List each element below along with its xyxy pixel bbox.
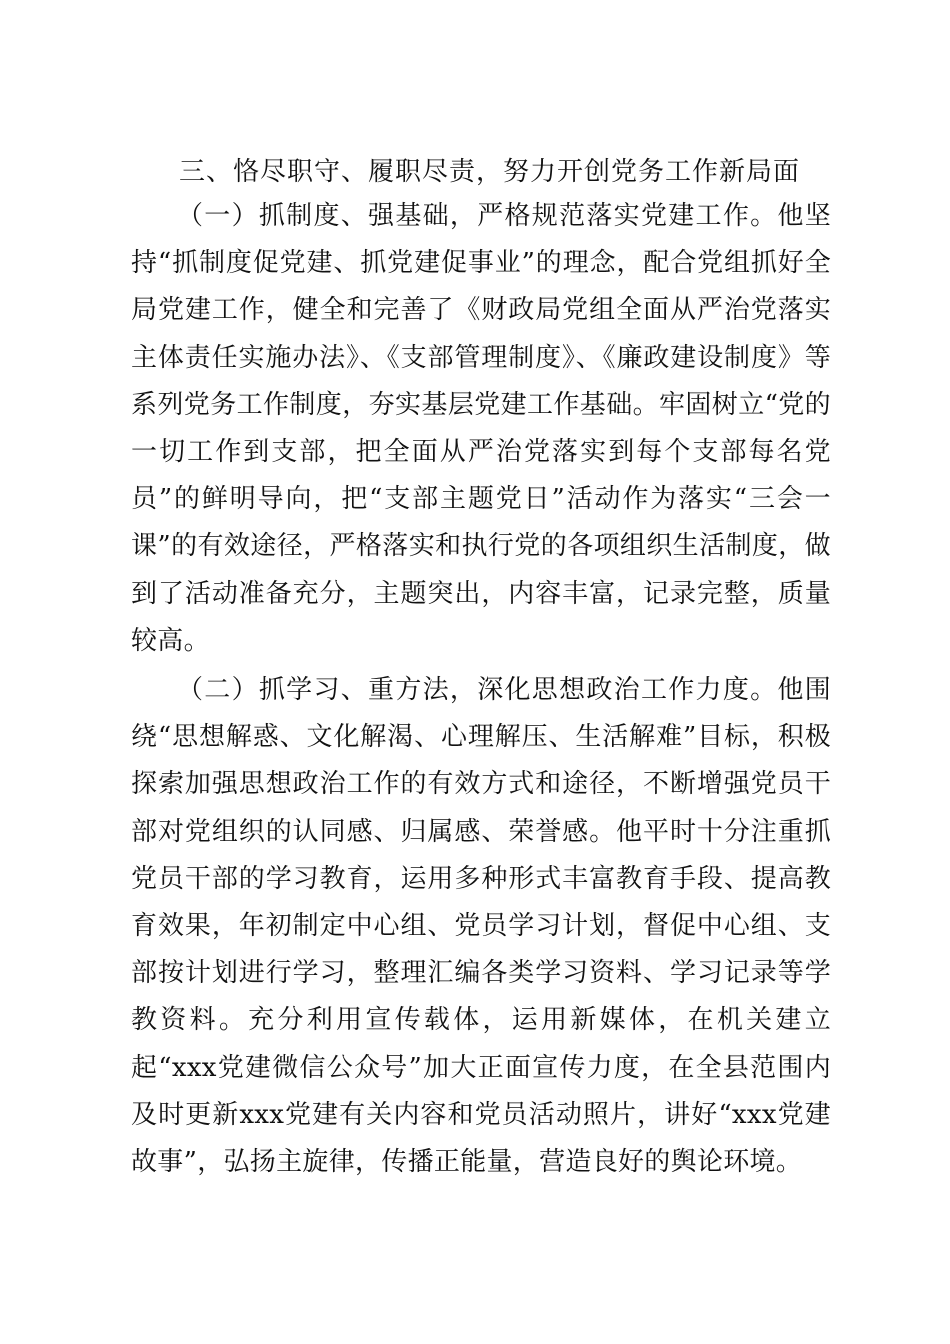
document-page <box>131 152 831 1188</box>
paragraph-system-building: （一）抓制度、强基础，严格规范落实党建工作。他坚持“抓制度促党建、抓党建促事业”的理念，配合党组抓好全局党建工作，健全和完善了《财政局党组全面从严治党落实主体责任实施办法》、《支部管理制度》、《廉政建设制度》等系列党务工作制度，夯实基层党建工作基础。牢固树立“党的一切工作到支部，把全面从严治党落实到每个支部每名党员”的鲜明导向，把“支部主题党日”活动作为落实“三会一课”的有效途径，严格落实和执行党的各项组织生活制度，做到了活动准备充分，主题突出，内容丰富，记录完整，质量较高。 <box>131 201 831 656</box>
section-heading: 三、恪尽职守、履职尽责，努力开创党务工作新局面 <box>179 157 801 187</box>
paragraph-study-methods: （二）抓学习、重方法，深化思想政治工作力度。他围绕“思想解惑、文化解渴、心理解压、生活解难”目标，积极探索加强思想政治工作的有效方式和途径，不断增强党员干部对党组织的认同感、归属感、荣誉感。他平时十分注重抓党员干部的学习教育，运用多种形式丰富教育手段、提高教育效果，年初制定中心组、党员学习计划，督促中心组、支部按计划进行学习，整理汇编各类学习资料、学习记录等学教资料。充分利用宣传载体，运用新媒体，在机关建立起“xxx党建微信公众号”加大正面宣传力度，在全县范围内及时更新xxx党建有关内容和党员活动照片，讲好“xxx党建故事”，弘扬主旋律，传播正能量，营造良好的舆论环境。 <box>131 675 831 1178</box>
